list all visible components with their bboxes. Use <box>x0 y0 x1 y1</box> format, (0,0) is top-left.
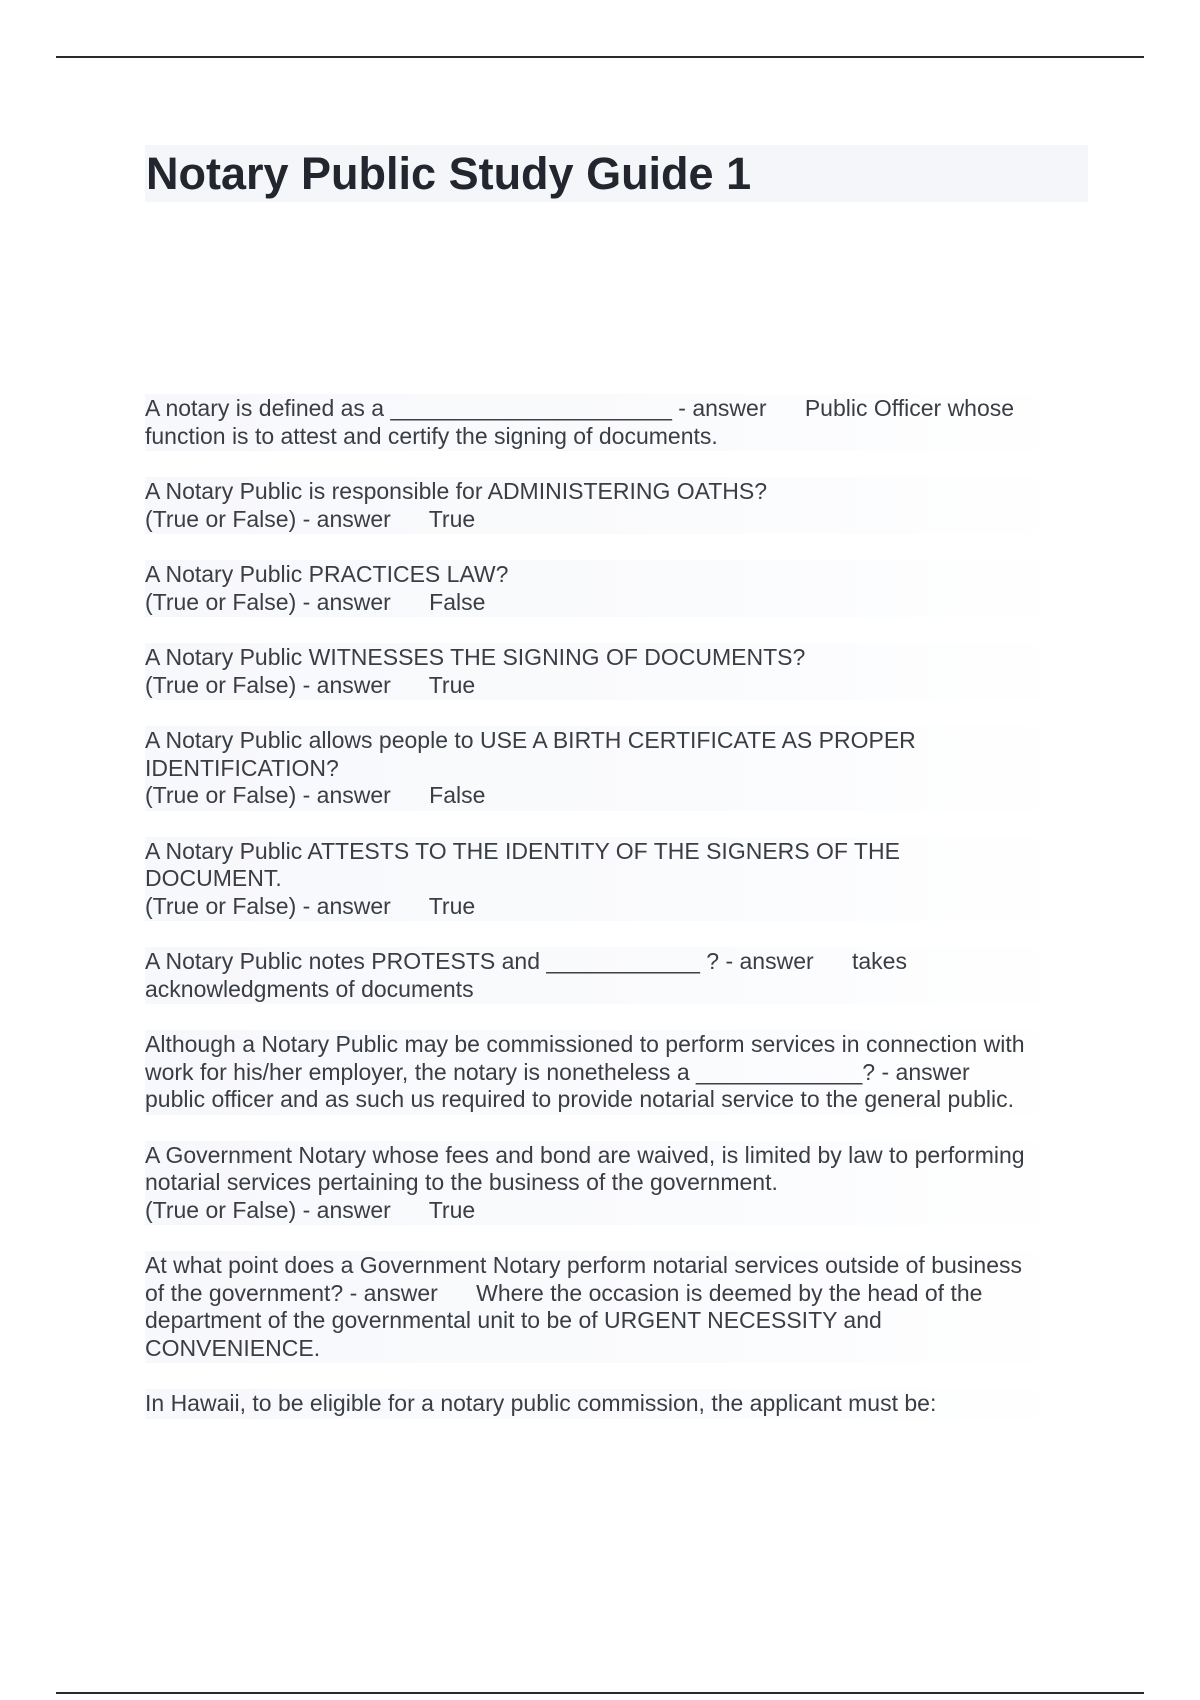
qa-item-government-notary: A Government Notary whose fees and bond are waived, is limited by law to performing notarial services pertaining to the business of the government. (True or False) - answer True <box>145 1141 1075 1226</box>
qa-item-public-officer: Although a Notary Public may be commissioned to perform services in connection with work for his/her employer, the notary is nonetheless a _____________? - answer public officer and as such us required to provide notarial service to the general public. <box>145 1030 1075 1115</box>
qa-item-administering-oaths: A Notary Public is responsible for ADMINISTERING OATHS? (True or False) - answer True <box>145 477 1075 534</box>
top-rule <box>56 56 1144 58</box>
qa-item-notary-definition: A notary is defined as a ______________________ - answer Public Officer whose function is to attest and certify the signing of documents. <box>145 394 1075 451</box>
qa-item-attests-identity: A Notary Public ATTESTS TO THE IDENTITY OF THE SIGNERS OF THE DOCUMENT. (True or False) - answer True <box>145 837 1075 922</box>
question-list <box>145 394 1075 1445</box>
qa-item-birth-certificate: A Notary Public allows people to USE A BIRTH CERTIFICATE AS PROPER IDENTIFICATION? (True or False) - answer False <box>145 726 1075 811</box>
qa-item-hawaii-eligibility: In Hawaii, to be eligible for a notary public commission, the applicant must be: <box>145 1389 1075 1419</box>
qa-item-protests: A Notary Public notes PROTESTS and ____________ ? - answer takes acknowledgments of documents <box>145 947 1075 1004</box>
qa-item-witnesses-signing: A Notary Public WITNESSES THE SIGNING OF DOCUMENTS? (True or False) - answer True <box>145 643 1075 700</box>
bottom-rule <box>56 1692 1144 1694</box>
qa-item-practices-law: A Notary Public PRACTICES LAW? (True or False) - answer False <box>145 560 1075 617</box>
qa-item-urgent-necessity: At what point does a Government Notary perform notarial services outside of business of the government? - answer Where the occasion is deemed by the head of the department of the governmental unit to be of URGENT NECESSITY and CONVENIENCE. <box>145 1251 1075 1363</box>
page-title: Notary Public Study Guide 1 <box>146 148 752 199</box>
